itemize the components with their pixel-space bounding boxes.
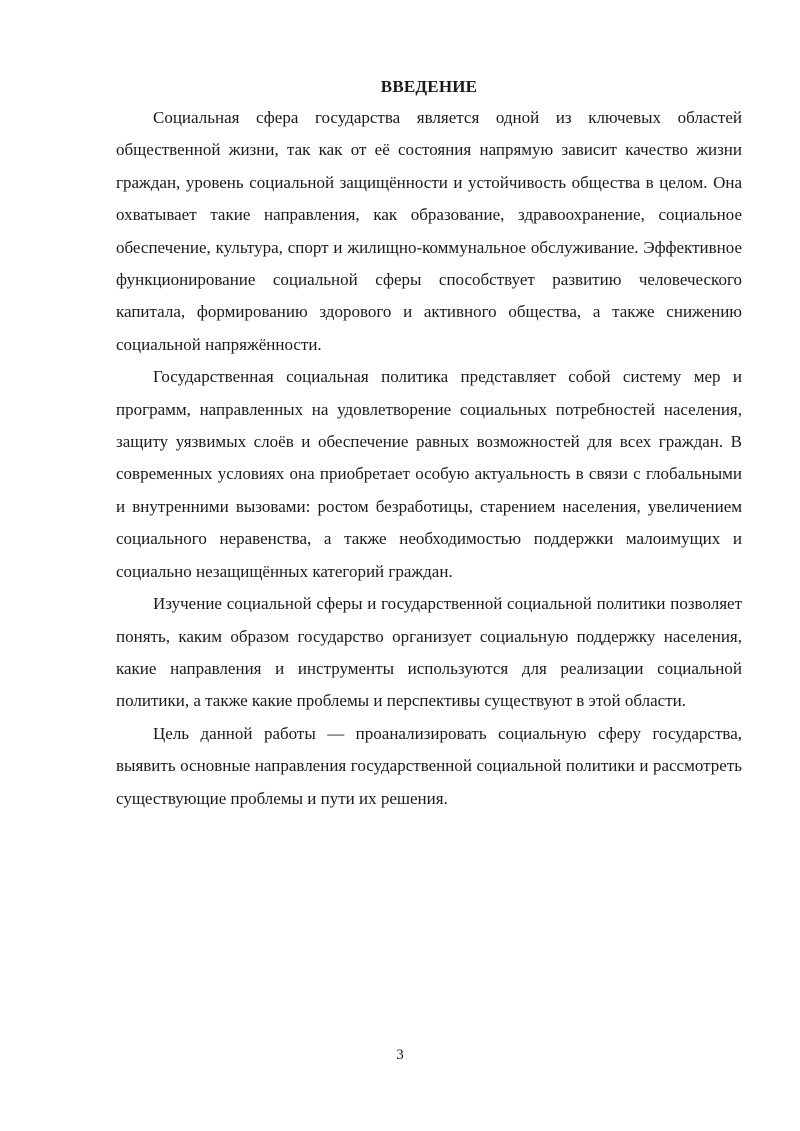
page-content <box>116 74 742 815</box>
paragraph-2: Государственная социальная политика представляет собой систему мер и программ, направленных на удовлетворение социальных потребностей населения, защиту уязвимых слоёв и обеспечение равных возможностей для всех граждан. В современных условиях она приобретает особую актуальность в связи с глобальными и внутренними вызовами: ростом безработицы, старением населения, увеличением социального неравенства, а также необходимостью поддержки малоимущих и социально незащищённых категорий граждан. <box>116 367 742 581</box>
section-heading: ВВЕДЕНИЕ <box>380 77 478 96</box>
paragraph-3: Изучение социальной сферы и государственной социальной политики позволяет понять, каким образом государство организует социальную поддержку населения, какие направления и инструменты используются для реализации социальной политики, а также какие проблемы и перспективы существуют в этой области. <box>116 594 742 711</box>
paragraph-1: Социальная сфера государства является одной из ключевых областей общественной жизни, так как от её состояния напрямую зависит качество жизни граждан, уровень социальной защищённости и устойчивость общества в целом. Она охватывает такие направления, как образование, здравоохранение, социальное обеспечение, культура, спорт и жилищно-коммунальное обслуживание. Эффективное функционирование социальной сферы способствует развитию человеческого капитала, формированию здорового и активного общества, а также снижению социальной напряжённости. <box>116 108 742 354</box>
page-number: 3 <box>396 1047 404 1063</box>
paragraph-4: Цель данной работы — проанализировать социальную сферу государства, выявить основные направления государственной социальной политики и рассмотреть существующие проблемы и пути их решения. <box>116 723 742 808</box>
